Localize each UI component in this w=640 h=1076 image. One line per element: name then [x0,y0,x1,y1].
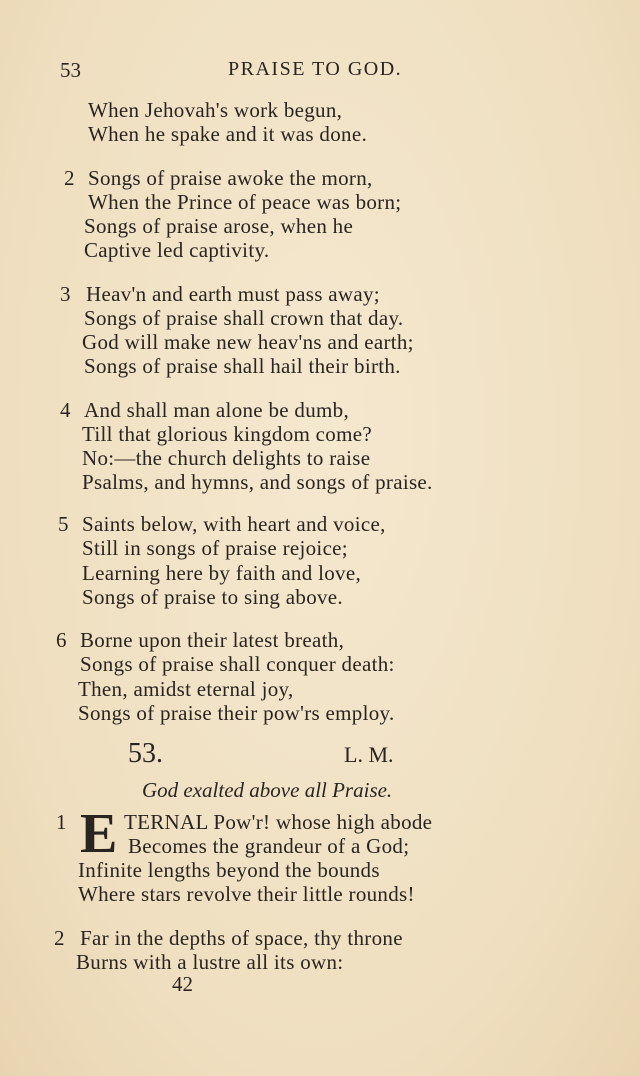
verse-line: Songs of praise awoke the morn, [88,166,373,190]
verse-line: Then, amidst eternal joy, [78,677,294,701]
verse-line: Far in the depths of space, thy throne [80,926,403,950]
verse-line: Songs of praise to sing above. [82,585,343,609]
verse-line: Captive led captivity. [84,238,270,262]
verse-line: Songs of praise arose, when he [84,214,354,238]
verse-line: Infinite lengths beyond the bounds [78,858,380,882]
drop-cap: E [80,803,118,865]
verse-line: God will make new heav'ns and earth; [82,330,414,354]
verse-line: Songs of praise shall crown that day. [84,306,404,330]
stanza-number: 2 [54,926,65,950]
stanza-number: 5 [58,512,69,536]
verse-line: Songs of praise shall conquer death: [80,652,395,676]
hymn-title: God exalted above all Praise. [142,778,393,802]
verse-line: Heav'n and earth must pass away; [86,282,380,306]
page-header [60,58,480,88]
page-number: 53 [60,58,81,82]
hymn-meter: L. M. [344,742,394,767]
verse-line: Till that glorious kingdom come? [82,422,372,446]
verse-line: Learning here by faith and love, [82,561,361,585]
stanza-number: 6 [56,628,67,652]
verse-line: Borne upon their latest breath, [80,628,345,652]
verse-line: Songs of praise their pow'rs employ. [78,701,395,725]
folio: 42 [172,972,193,996]
verse-line: No:—the church delights to raise [82,446,371,470]
verse-line: Psalms, and hymns, and songs of praise. [82,470,433,494]
verse-line: And shall man alone be dumb, [84,398,350,422]
stanza-number: 1 [56,810,67,834]
running-title: PRAISE TO GOD. [228,58,403,80]
verse-line: Saints below, with heart and voice, [82,512,386,536]
verse-line: When he spake and it was done. [88,122,367,146]
verse-line: When Jehovah's work begun, [88,98,343,122]
verse-line: Burns with a lustre all its own: [76,950,344,974]
verse-line: Still in songs of praise rejoice; [82,536,348,560]
verse-line: Where stars revolve their little rounds! [78,882,415,906]
stanza-number: 3 [60,282,71,306]
hymn-number: 53. [128,738,163,769]
stanza-number: 4 [60,398,71,422]
verse-line: Becomes the grandeur of a God; [128,834,410,858]
stanza-number: 2 [64,166,75,190]
verse-line: Songs of praise shall hail their birth. [84,354,401,378]
verse-line: TERNAL Pow'r! whose high abode [124,810,433,834]
verse-line: When the Prince of peace was born; [88,190,402,214]
